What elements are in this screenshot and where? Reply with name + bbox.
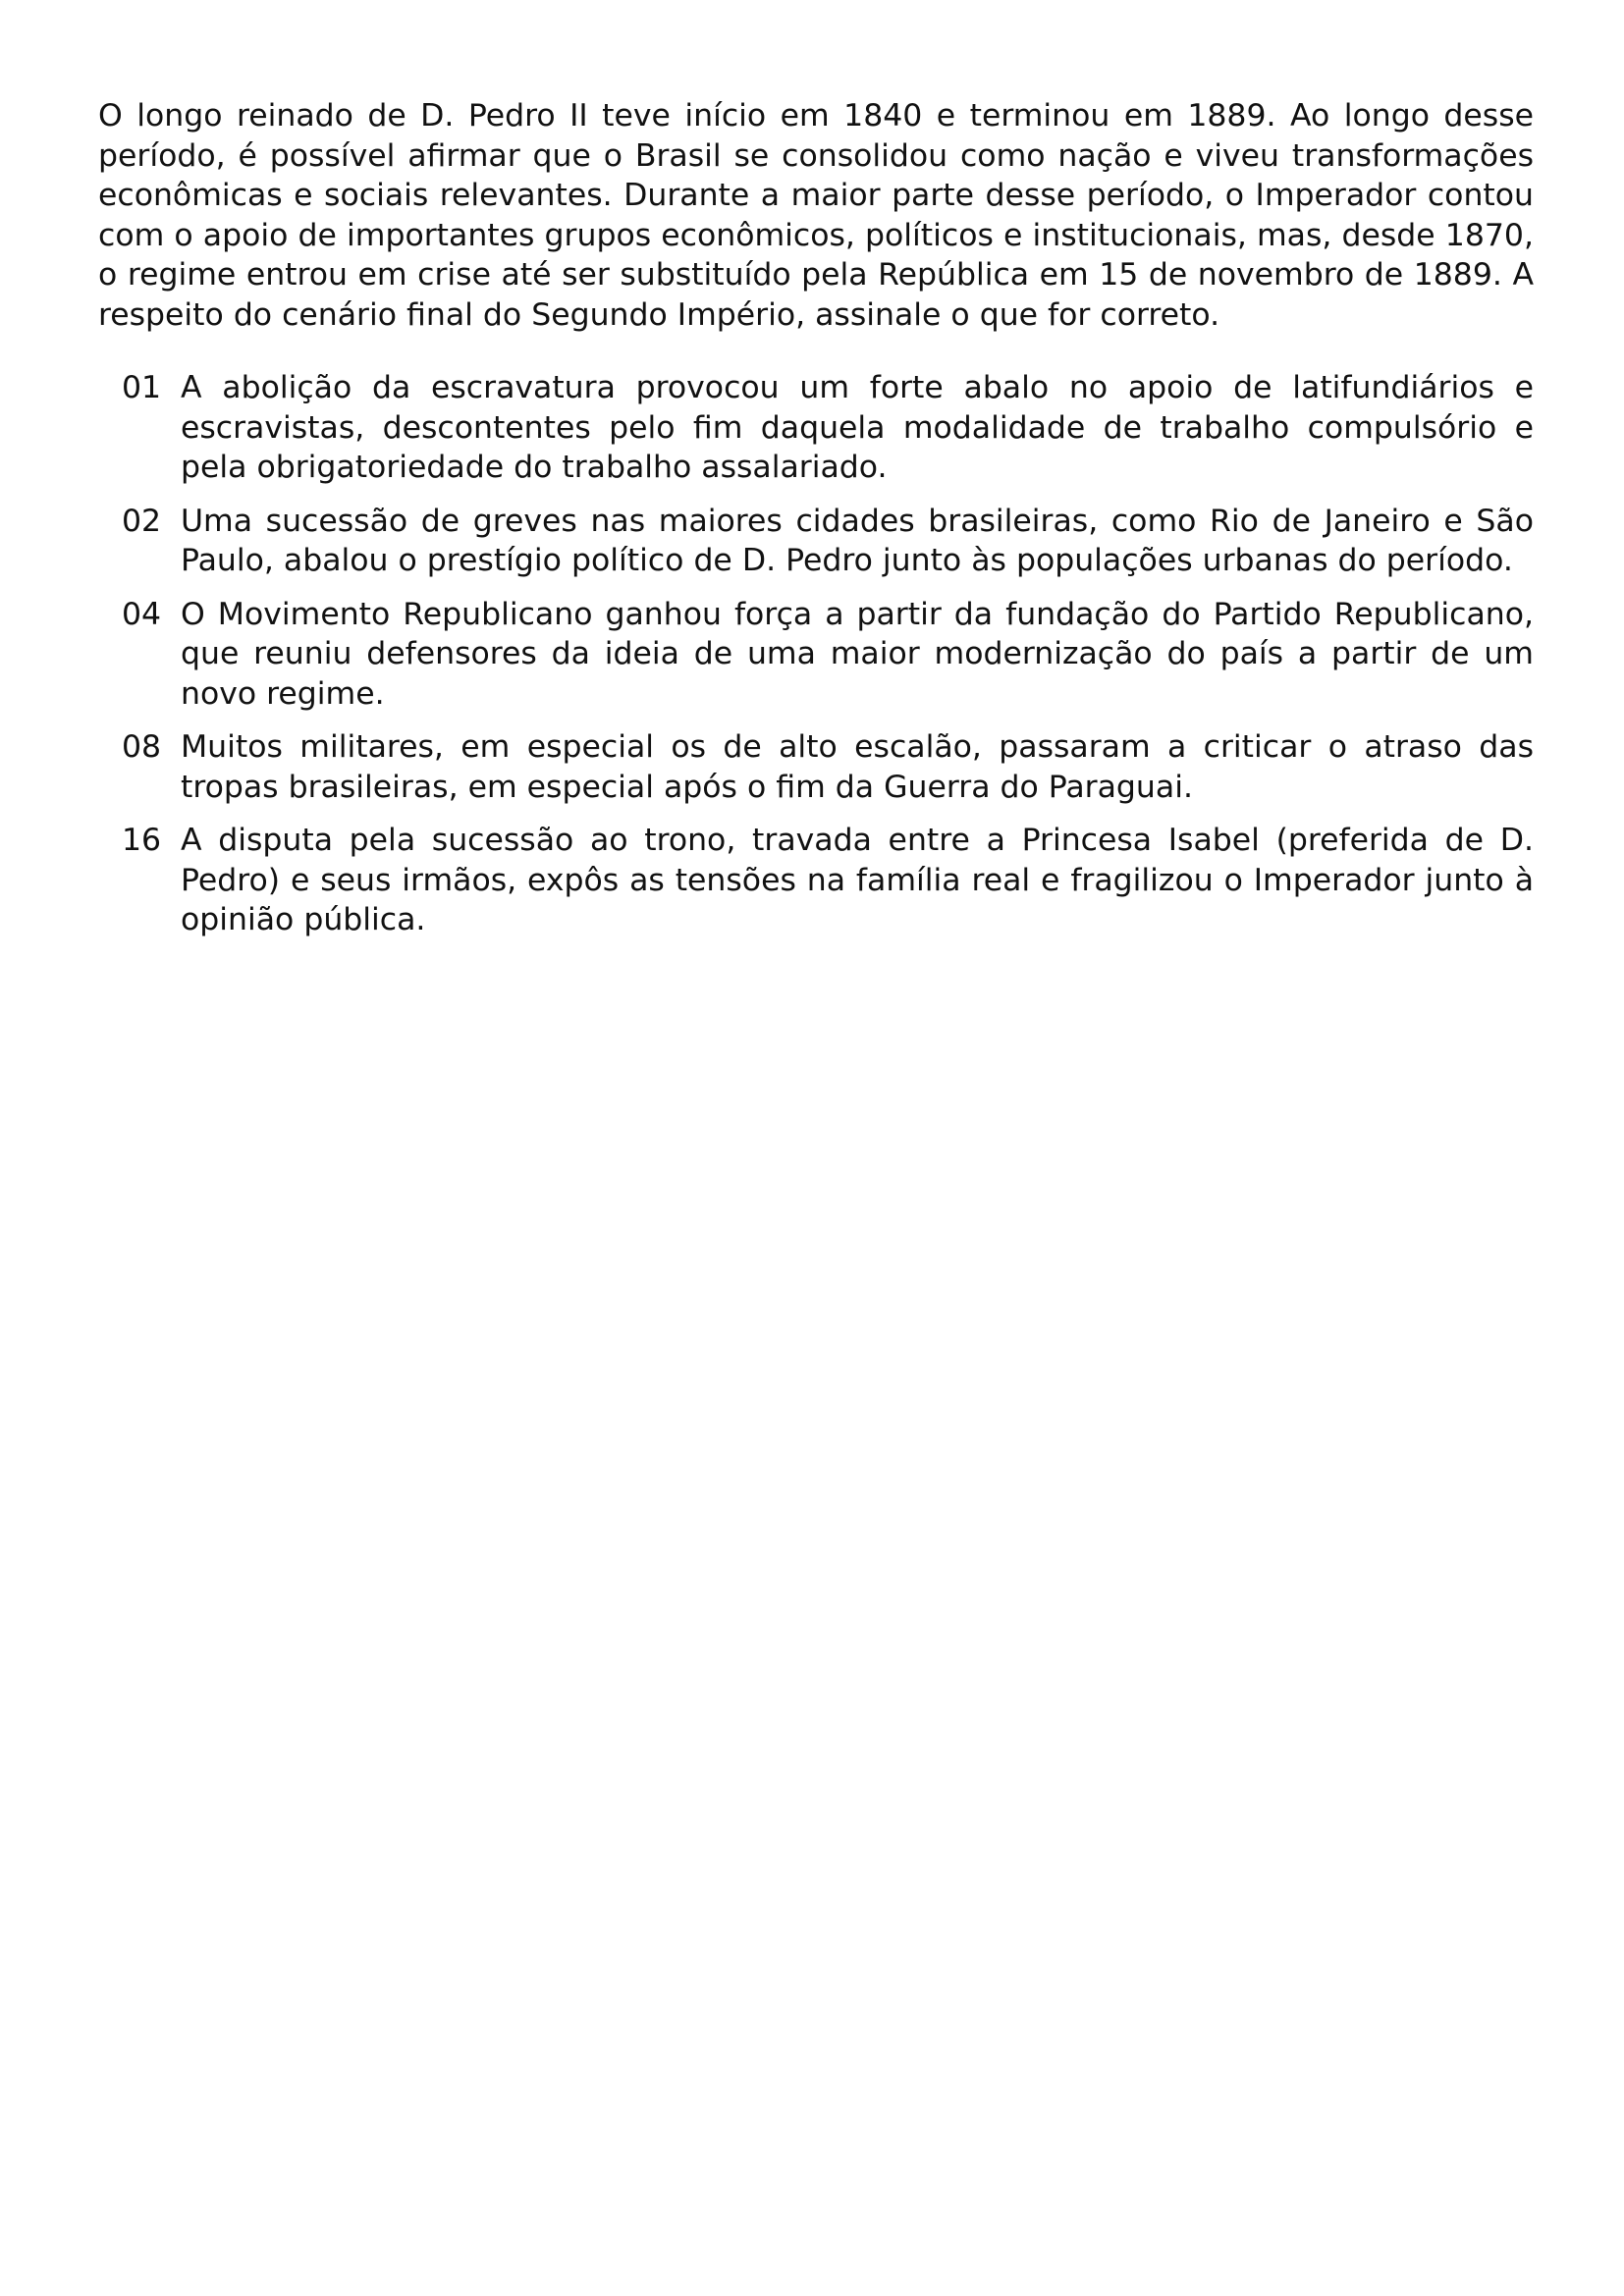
document-page [98,96,1534,954]
option-text: A abolição da escravatura provocou um forte abalo no apoio de latifundiários e escravistas, descontentes pelo fim daquela modalidade de trabalho compulsório e pela obrigatoriedade do trabalho assalariado. [181,370,1534,485]
option-text: Muitos militares, em especial os de alto escalão, passaram a criticar o atraso das tropas brasileiras, em especial após o fim da Guerra do Paraguai. [181,729,1534,805]
option-02 [98,502,1534,581]
question-stem: O longo reinado de D. Pedro II teve início em 1840 e terminou em 1889. Ao longo desse período, é possível afirmar que o Brasil se consolidou como nação e viveu transformações econômicas e sociais relevantes. Durante a maior parte desse período, o Imperador contou com o apoio de importantes grupos econômicos, políticos e institucionais, mas, desde 1870, o regime entrou em crise até ser substituído pela República em 15 de novembro de 1889. A respeito do cenário final do Segundo Império, assinale o que for correto. [98,98,1534,333]
option-number: 08 [122,729,162,765]
option-01 [98,368,1534,488]
option-number: 04 [122,596,162,632]
answer-options [98,368,1534,940]
option-16 [98,821,1534,940]
option-text: Uma sucessão de greves nas maiores cidades brasileiras, como Rio de Janeiro e São Paulo, abalou o prestígio político de D. Pedro junto às populações urbanas do período. [181,503,1534,578]
option-text: O Movimento Republicano ganhou força a partir da fundação do Partido Republicano, que reuniu defensores da ideia de uma maior modernização do país a partir de um novo regime. [181,596,1534,712]
option-number: 16 [122,823,162,858]
option-04 [98,595,1534,715]
option-number: 01 [122,370,162,405]
option-number: 02 [122,503,162,539]
option-08 [98,727,1534,807]
option-text: A disputa pela sucessão ao trono, travada entre a Princesa Isabel (preferida de D. Pedro) e seus irmãos, expôs as tensões na família real e fragilizou o Imperador junto à opinião pública. [181,823,1534,937]
